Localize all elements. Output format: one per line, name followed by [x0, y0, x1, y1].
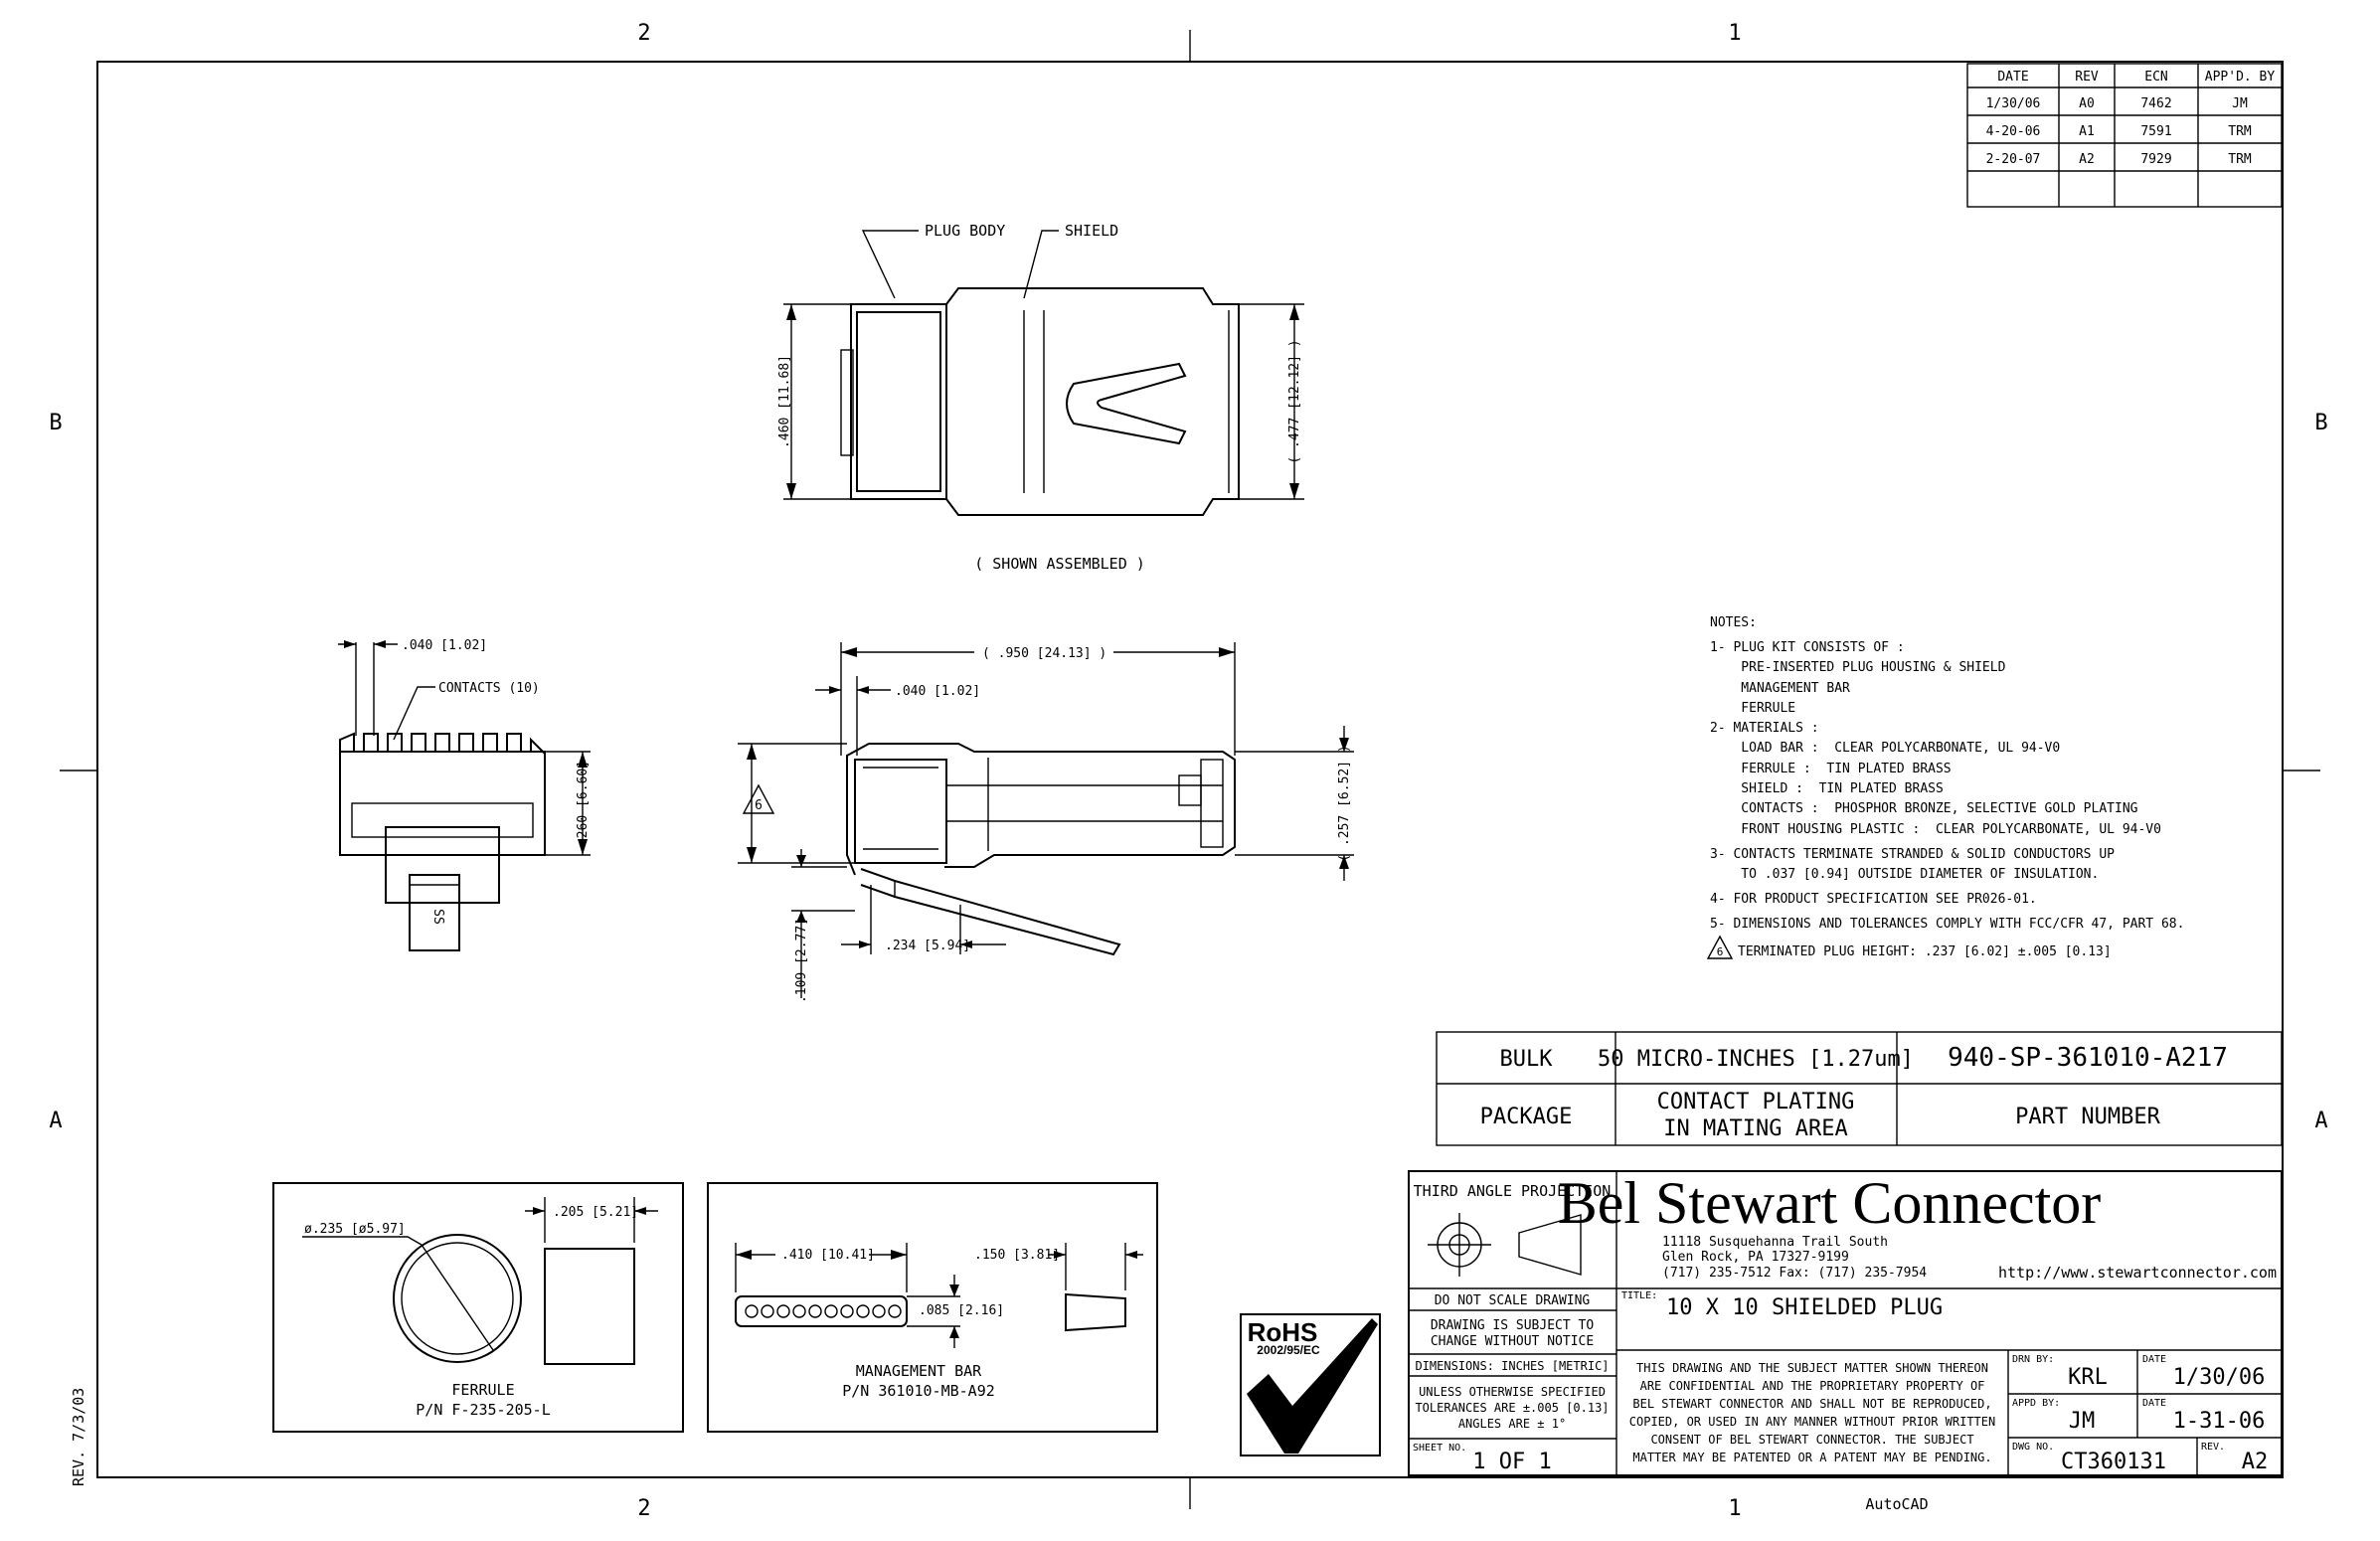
note-line: FERRULE : TIN PLATED BRASS — [1710, 762, 1952, 776]
note-line: 2- MATERIALS : — [1710, 721, 1819, 736]
note6-flag: 6 — [1716, 945, 1724, 958]
tolerance-line-2: TOLERANCES ARE ±.005 [0.13] — [1415, 1401, 1610, 1415]
side-dim-bottom: .109 [2.77] — [794, 917, 809, 1004]
contacts-label: CONTACTS (10) — [438, 681, 540, 696]
rev-appd: JM — [2232, 96, 2248, 111]
bar-dim-height: .085 [2.16] — [919, 1303, 1005, 1318]
note-line: 1- PLUG KIT CONSISTS OF : — [1710, 640, 1905, 655]
do-not-scale: DO NOT SCALE DRAWING — [1434, 1293, 1591, 1308]
note-line: SHIELD : TIN PLATED BRASS — [1710, 781, 1944, 796]
rev-header-date: DATE — [1997, 70, 2029, 85]
front-dim-pitch: .040 [1.02] — [402, 638, 488, 653]
rev-date: 4-20-06 — [1985, 124, 2041, 139]
confidential-line: COPIED, OR USED IN ANY MANNER WITHOUT PRIOR WRITTEN — [1628, 1415, 1996, 1429]
appd-label: APPD BY: — [2012, 1398, 2061, 1409]
plating-value: 50 MICRO-INCHES [1.27um] — [1598, 1047, 1914, 1072]
confidential-line: THIS DRAWING AND THE SUBJECT MATTER SHOWN THEREON — [1635, 1361, 1989, 1375]
rev-appd: TRM — [2228, 152, 2252, 167]
drn-value: KRL — [2068, 1365, 2108, 1390]
zone-col-1-top: 1 — [1728, 21, 1742, 46]
side-dim-offset: .040 [1.02] — [895, 684, 981, 699]
side-dim-height: ( .257 [6.52] ) — [1337, 745, 1352, 862]
side-dim-length: ( .950 [24.13] ) — [982, 646, 1107, 661]
bulk-label: BULK — [1499, 1047, 1553, 1072]
appd-date-label: DATE — [2142, 1398, 2167, 1409]
autocad-label: AutoCAD — [1865, 1495, 1929, 1513]
appd-value: JM — [2068, 1409, 2096, 1434]
sheet-label: SHEET NO. — [1413, 1443, 1467, 1454]
zone-col-2-top: 2 — [637, 21, 651, 46]
title-label: TITLE: — [1621, 1290, 1658, 1301]
zone-col-2-bottom: 2 — [637, 1496, 651, 1521]
note6-text: TERMINATED PLUG HEIGHT: .237 [6.02] ±.005 [0.13] — [1738, 944, 2112, 959]
ferrule-dim-width: .205 [5.21] — [553, 1205, 639, 1220]
rev-stamp: REV. 7/3/03 — [70, 1387, 87, 1486]
address-line-2: Glen Rock, PA 17327-9199 — [1662, 1250, 1849, 1265]
side-flag-mark: 6 — [755, 798, 763, 813]
drn-date: 1/30/06 — [2172, 1365, 2266, 1390]
projection-label: THIRD ANGLE PROJECTION — [1413, 1182, 1612, 1200]
dwg-label: DWG NO. — [2012, 1442, 2055, 1453]
zone-row-a-left: A — [49, 1109, 63, 1133]
rev-rev: A1 — [2079, 124, 2095, 139]
top-dim-right: ( .477 [12.12] ) — [1287, 339, 1302, 464]
part-number-label: PART NUMBER — [2015, 1105, 2160, 1129]
top-view-caption: ( SHOWN ASSEMBLED ) — [974, 555, 1145, 573]
confidential-line: CONSENT OF BEL STEWART CONNECTOR. THE SUBJECT — [1650, 1433, 1974, 1447]
rev-rev: A0 — [2079, 96, 2095, 111]
confidential-line: ARE CONFIDENTIAL AND THE PROPRIETARY PROPERTY OF — [1639, 1379, 1985, 1393]
front-dim-height: .260 [6.60] — [576, 760, 591, 847]
rev-label: REV. — [2201, 1442, 2226, 1453]
note-line: 5- DIMENSIONS AND TOLERANCES COMPLY WITH FCC/CFR 47, PART 68. — [1710, 917, 2185, 932]
rev-value: A2 — [2241, 1450, 2269, 1474]
package-label: PACKAGE — [1479, 1105, 1573, 1129]
note-line: CONTACTS : PHOSPHOR BRONZE, SELECTIVE GOLD PLATING — [1710, 801, 2138, 816]
confidential-line: BEL STEWART CONNECTOR AND SHALL NOT BE REPRODUCED, — [1632, 1397, 1992, 1411]
zone-row-a-right: A — [2314, 1109, 2328, 1133]
ferrule-name: FERRULE — [451, 1381, 515, 1399]
note-line: LOAD BAR : CLEAR POLYCARBONATE, UL 94-V0 — [1710, 741, 2061, 756]
note-line: 3- CONTACTS TERMINATE STRANDED & SOLID CONDUCTORS UP — [1710, 847, 2115, 862]
note-line: FERRULE — [1710, 701, 1796, 716]
bar-pn: P/N 361010-MB-A92 — [842, 1382, 995, 1400]
rev-header-rev: REV — [2075, 70, 2099, 85]
rev-rev: A2 — [2079, 152, 2095, 167]
zone-row-b-left: B — [49, 411, 63, 435]
appd-date: 1-31-06 — [2172, 1409, 2266, 1434]
rev-date: 2-20-07 — [1985, 152, 2041, 167]
confidential-line: MATTER MAY BE PATENTED OR A PATENT MAY BE PENDING. — [1632, 1451, 1992, 1464]
drn-date-label: DATE — [2142, 1354, 2167, 1365]
website-link[interactable]: http://www.stewartconnector.com — [1998, 1264, 2277, 1282]
latch-mark: SS — [430, 909, 445, 925]
notes-title: NOTES: — [1710, 615, 1757, 630]
tolerance-line-3: ANGLES ARE ± 1° — [1457, 1417, 1567, 1431]
plug-body-label: PLUG BODY — [925, 222, 1006, 240]
note-line: 4- FOR PRODUCT SPECIFICATION SEE PR026-01. — [1710, 892, 2037, 907]
bar-dim-length: .410 [10.41] — [781, 1248, 875, 1263]
note-line: PRE-INSERTED PLUG HOUSING & SHIELD — [1710, 660, 2006, 675]
phone-line: (717) 235-7512 Fax: (717) 235-7954 — [1662, 1266, 1928, 1281]
rev-header-ecn: ECN — [2144, 70, 2168, 85]
rohs-directive: 2002/95/EC — [1257, 1343, 1320, 1357]
rev-date: 1/30/06 — [1985, 96, 2041, 111]
side-dim-latch: .234 [5.94] — [885, 939, 971, 953]
rev-ecn: 7929 — [2140, 152, 2172, 167]
note-line: MANAGEMENT BAR — [1710, 681, 1850, 696]
subject-line-1: DRAWING IS SUBJECT TO — [1430, 1318, 1595, 1333]
ferrule-dim-dia: ø.235 [ø5.97] — [304, 1222, 406, 1237]
rev-appd: TRM — [2228, 124, 2252, 139]
title-value: 10 X 10 SHIELDED PLUG — [1666, 1295, 1944, 1320]
plating-label-2: IN MATING AREA — [1663, 1116, 1848, 1141]
zone-col-1-bottom: 1 — [1728, 1496, 1742, 1521]
bar-dim-width: .150 [3.81] — [974, 1248, 1061, 1263]
bar-name: MANAGEMENT BAR — [855, 1362, 982, 1380]
rev-ecn: 7591 — [2140, 124, 2172, 139]
note-line: FRONT HOUSING PLASTIC : CLEAR POLYCARBONATE, UL 94-V0 — [1710, 822, 2161, 837]
rev-header-appd: APP'D. BY — [2204, 70, 2276, 85]
part-number-value: 940-SP-361010-A217 — [1948, 1043, 2228, 1073]
sheet-value: 1 OF 1 — [1472, 1450, 1552, 1474]
dwg-value: CT360131 — [2061, 1450, 2166, 1474]
tolerance-line-1: UNLESS OTHERWISE SPECIFIED — [1419, 1385, 1606, 1399]
rohs-label: RoHS — [1247, 1317, 1318, 1347]
zone-row-b-right: B — [2314, 411, 2328, 435]
drn-label: DRN BY: — [2012, 1354, 2055, 1365]
plating-label-1: CONTACT PLATING — [1656, 1090, 1855, 1114]
subject-line-2: CHANGE WITHOUT NOTICE — [1430, 1334, 1595, 1349]
rev-ecn: 7462 — [2140, 96, 2172, 111]
top-dim-left: .460 [11.68] — [777, 355, 792, 448]
ferrule-pn: P/N F-235-205-L — [416, 1401, 551, 1419]
company-name: Bel Stewart Connector — [1557, 1170, 2102, 1236]
shield-label: SHIELD — [1065, 222, 1119, 240]
address-line-1: 11118 Susquehanna Trail South — [1662, 1235, 1888, 1250]
note-line: TO .037 [0.94] OUTSIDE DIAMETER OF INSULATION. — [1710, 867, 2100, 882]
dimensions-units: DIMENSIONS: INCHES [METRIC] — [1415, 1359, 1610, 1373]
